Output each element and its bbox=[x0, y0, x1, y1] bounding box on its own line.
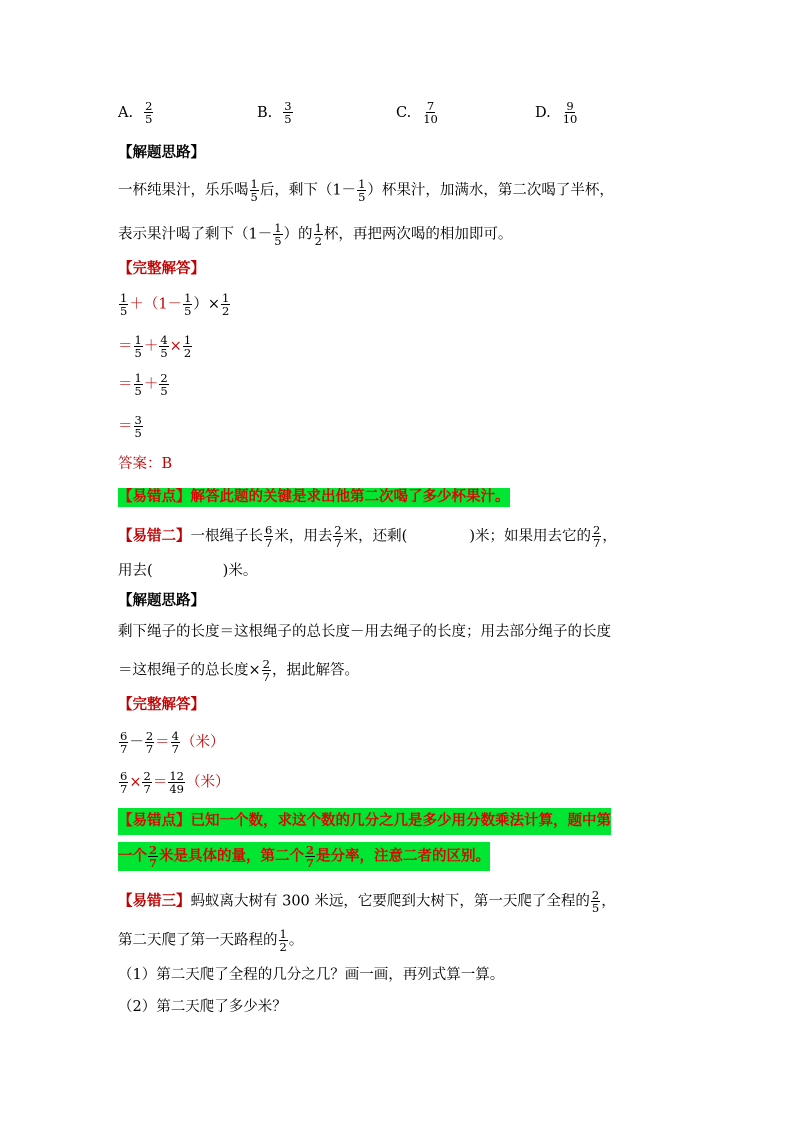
fraction: $\frac{1}{2}$ bbox=[279, 927, 287, 955]
q3-subquestion-1: （1）第二天爬了全程的几分之几？画一画，再列式算一算。 bbox=[118, 967, 505, 983]
fraction: $\frac{2}{7}$ bbox=[149, 843, 158, 871]
fraction: $\frac{1}{5}$ bbox=[134, 371, 142, 399]
q2-question-line-1: 【易错二】一根绳子长 $\frac{6}{7}$ 米，用去 $\frac{2}{7}$ 米，还剩( )米；如果用去它的 $\frac{2}{7}$ ， bbox=[118, 523, 617, 551]
q2-error-note-line-1: 【易错点】已知一个数，求这个数的几分之几是多少用分数乘法计算，题中第 bbox=[118, 808, 611, 835]
fraction: $\frac{6}{7}$ bbox=[265, 523, 273, 551]
fraction: $\frac{2}{7}$ bbox=[143, 769, 151, 797]
option-label: C. bbox=[396, 104, 412, 121]
fraction: $\frac{1}{5}$ bbox=[134, 333, 142, 361]
q3-subquestion-2: （2）第二天爬了多少米？ bbox=[118, 999, 287, 1015]
q2-step-2: $\frac{6}{7}$ × $\frac{2}{7}$ ＝ $\frac{12}{49}$ （米） bbox=[120, 769, 230, 797]
q2-question-line-2: 用去( )米。 bbox=[118, 563, 258, 579]
q3-question-line-2: 第二天爬了第一天路程的 $\frac{1}{2}$ 。 bbox=[118, 927, 304, 955]
fraction: $\frac{1}{2}$ bbox=[222, 291, 230, 319]
q2-solution-heading: 【完整解答】 bbox=[118, 696, 205, 713]
fraction: $\frac{12}{49}$ bbox=[169, 769, 184, 797]
fraction: $\frac{4}{5}$ bbox=[160, 333, 168, 361]
option-label: D. bbox=[535, 104, 551, 121]
option-b bbox=[257, 100, 294, 125]
fraction: $\frac{1}{2}$ bbox=[183, 333, 192, 361]
q1-error-note: 【易错点】解答此题的关键是求出他第二次喝了多少杯果汁。 bbox=[118, 488, 510, 505]
q3-question-line-1: 【易错三】蚂蚁离大树有 300 米远，它要爬到大树下，第一天爬了全程的 $\frac{2}{5}$ ， bbox=[118, 888, 616, 916]
fraction: $\frac{2}{7}$ bbox=[262, 657, 270, 685]
fraction: $\frac{1}{5}$ bbox=[250, 177, 258, 205]
q1-thinking-heading: 【解题思路】 bbox=[118, 144, 205, 161]
option-fraction: $\frac{9}{10}$ bbox=[562, 99, 578, 127]
q2-thinking-heading: 【解题思路】 bbox=[118, 592, 205, 609]
fraction: $\frac{6}{7}$ bbox=[120, 769, 128, 797]
q1-step-1: $\frac{1}{5}$ ＋（1－ $\frac{1}{5}$ ）× $\frac{1}{2}$ bbox=[120, 291, 230, 319]
fraction: $\frac{1}{5}$ bbox=[358, 177, 366, 205]
q1-answer: 答案：B bbox=[118, 456, 173, 472]
q1-solution-heading: 【完整解答】 bbox=[118, 260, 205, 277]
q2-step-1: $\frac{6}{7}$ － $\frac{2}{7}$ ＝ $\frac{4}{7}$ （米） bbox=[120, 729, 225, 757]
q2-thinking-line-2: ＝这根绳子的总长度× $\frac{2}{7}$ ，据此解答。 bbox=[118, 657, 359, 685]
option-fraction: $\frac{2}{5}$ bbox=[145, 99, 153, 127]
fraction: $\frac{4}{7}$ bbox=[171, 729, 179, 757]
q1-step-4: ＝ $\frac{3}{5}$ bbox=[118, 413, 142, 441]
q2-thinking-line-1: 剩下绳子的长度＝这根绳子的总长度－用去绳子的长度；用去部分绳子的长度 bbox=[118, 624, 611, 640]
option-a bbox=[118, 100, 154, 125]
fraction: $\frac{2}{7}$ bbox=[334, 523, 342, 551]
fraction: $\frac{2}{5}$ bbox=[591, 888, 600, 916]
fraction: $\frac{1}{5}$ bbox=[274, 221, 282, 249]
fraction: $\frac{1}{5}$ bbox=[120, 291, 128, 319]
option-d bbox=[535, 100, 579, 125]
q1-thinking-line-2: 表示果汁喝了剩下（1－ $\frac{1}{5}$ ）的 $\frac{1}{2}$ 杯，再把两次喝的相加即可。 bbox=[118, 221, 513, 249]
fraction: $\frac{2}{7}$ bbox=[306, 843, 315, 871]
option-label: B. bbox=[257, 104, 273, 121]
fraction: $\frac{2}{5}$ bbox=[160, 371, 168, 399]
fraction: $\frac{1}{5}$ bbox=[184, 291, 192, 319]
option-fraction: $\frac{7}{10}$ bbox=[423, 99, 438, 127]
q1-step-2: ＝ $\frac{1}{5}$ ＋ $\frac{4}{5}$ × $\frac{1}{2}$ bbox=[118, 333, 192, 361]
fraction: $\frac{1}{2}$ bbox=[314, 221, 322, 249]
option-fraction: $\frac{3}{5}$ bbox=[284, 99, 292, 127]
fraction: $\frac{3}{5}$ bbox=[134, 413, 142, 441]
fraction: $\frac{6}{7}$ bbox=[120, 729, 128, 757]
q2-error-note-line-2: 一个 $\frac{2}{7}$ 米是具体的量，第二个 $\frac{2}{7}$ 是分率，注意二者的区别。 bbox=[118, 843, 491, 871]
option-label: A. bbox=[118, 104, 134, 121]
q1-step-3: ＝ $\frac{1}{5}$ ＋ $\frac{2}{5}$ bbox=[118, 371, 168, 399]
q1-thinking-line-1: 一杯纯果汁，乐乐喝 $\frac{1}{5}$ 后，剩下（1－ $\frac{1}{5}$ ）杯果汁，加满水，第二次喝了半杯， bbox=[118, 177, 614, 205]
fraction: $\frac{2}{7}$ bbox=[145, 729, 154, 757]
fraction: $\frac{2}{7}$ bbox=[592, 523, 601, 551]
option-c bbox=[396, 100, 440, 125]
